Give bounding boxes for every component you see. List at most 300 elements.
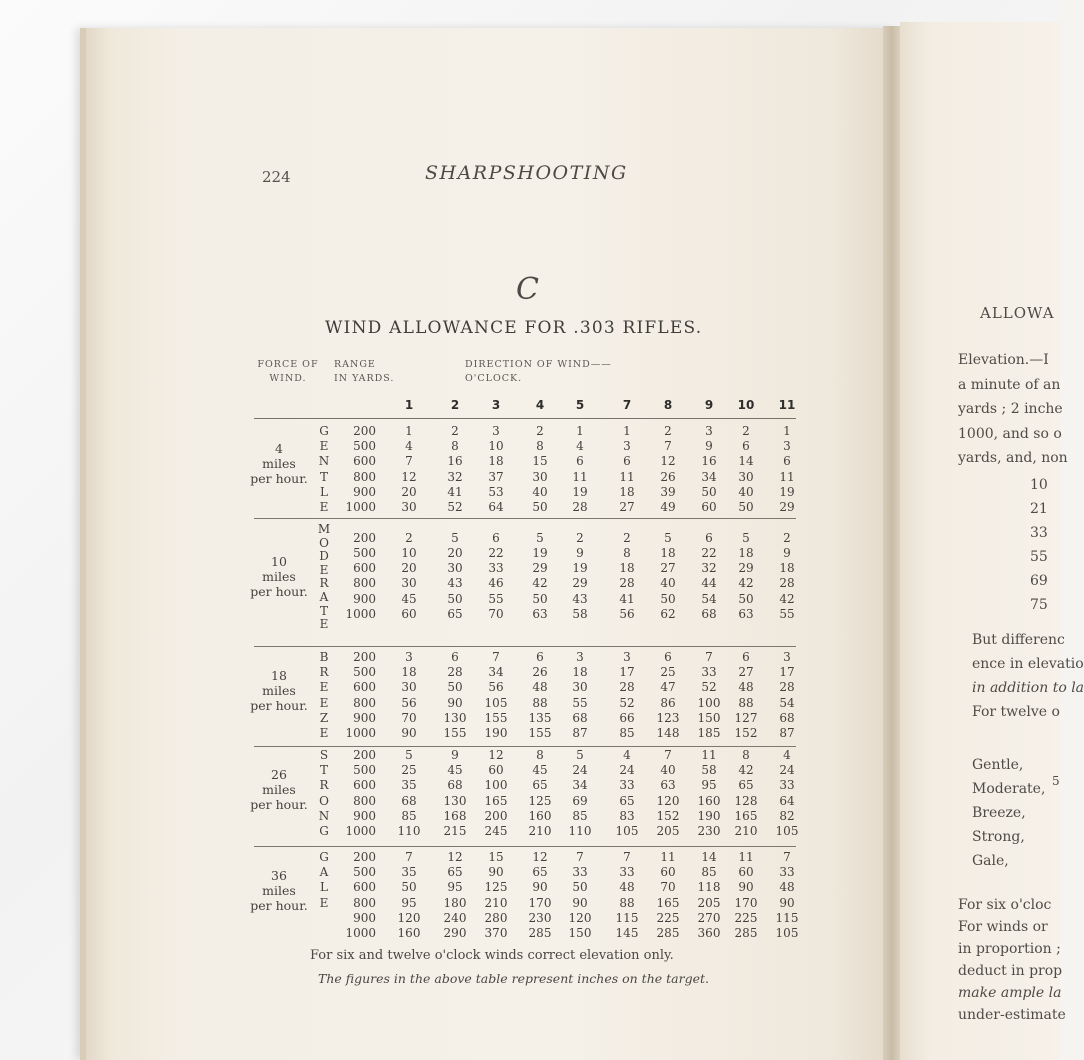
allowance-cell: 40: [738, 484, 754, 499]
wind-name-letter: N: [318, 454, 330, 469]
allowance-cell: 68: [401, 793, 417, 808]
wind-name-letter: T: [319, 469, 328, 484]
allowance-cell: 14: [738, 454, 754, 469]
elevation-note: For six and twelve o'clock winds correct elevation only.: [310, 948, 674, 963]
allowance-cell: 43: [572, 591, 588, 606]
allowance-cell: 65: [619, 793, 635, 808]
range-cell: 800: [353, 895, 376, 910]
allowance-cell: 34: [572, 778, 588, 793]
allowance-cell: 42: [738, 576, 754, 591]
allowance-cell: 53: [488, 484, 504, 499]
wind-name-letter: E: [319, 500, 329, 514]
allowance-cell: 64: [488, 500, 504, 514]
direction-column-header: DIRECTION OF WIND—— O'CLOCK.: [465, 359, 612, 384]
allowance-cell: 30: [401, 576, 417, 591]
allowance-cell: 62: [660, 606, 676, 621]
allowance-cell: 27: [738, 665, 754, 680]
allowance-cell: 45: [401, 591, 417, 606]
allowance-cell: 6: [576, 454, 584, 469]
allowance-cell: 43: [447, 576, 463, 591]
allowance-cell: 135: [528, 710, 552, 725]
allowance-cell: 2: [451, 424, 459, 438]
allowance-cell: 2: [405, 530, 413, 545]
allowance-cell: 12: [488, 748, 504, 762]
allowance-cell: 225: [656, 910, 680, 925]
range-cell: 1000: [345, 606, 376, 621]
allowance-cell: 33: [779, 865, 795, 880]
range-cell: 1000: [345, 500, 376, 514]
wind-name-letter: M: [317, 522, 331, 536]
allowance-cell: 47: [660, 680, 676, 695]
allowance-cell: 115: [775, 910, 799, 925]
range-cell: 200: [353, 850, 376, 864]
direction-11-header: 11: [778, 398, 796, 412]
allowance-cell: 20: [401, 561, 417, 576]
allowance-cell: 11: [779, 469, 795, 484]
allowance-cell: 190: [697, 808, 721, 823]
allowance-cell: 19: [572, 484, 588, 499]
allowance-cell: 65: [532, 778, 548, 793]
allowance-cell: 50: [738, 591, 754, 606]
range-cell: 600: [353, 680, 376, 695]
right-page-number: 75: [1030, 597, 1048, 613]
range-cell: 600: [353, 454, 376, 469]
allowance-cell: 148: [656, 726, 680, 740]
allowance-cell: 155: [528, 726, 552, 740]
allowance-cell: 33: [619, 865, 635, 880]
allowance-cell: 28: [619, 576, 635, 591]
allowance-cell: 19: [779, 484, 795, 499]
allowance-cell: 11: [660, 850, 676, 864]
wind-name-letter: E: [319, 439, 329, 454]
allowance-cell: 155: [484, 710, 508, 725]
range-cell: 1000: [345, 726, 376, 740]
allowance-cell: 88: [619, 895, 635, 910]
allowance-cell: 6: [536, 650, 544, 664]
allowance-cell: 33: [619, 778, 635, 793]
allowance-cell: 45: [532, 763, 548, 778]
allowance-cell: 3: [623, 650, 631, 664]
allowance-cell: 160: [528, 808, 552, 823]
allowance-cell: 9: [705, 439, 713, 454]
allowance-cell: 90: [779, 895, 795, 910]
allowance-cell: 54: [701, 591, 717, 606]
allowance-cell: 210: [734, 824, 758, 838]
right-page-line: yards ; 2 inche: [958, 401, 1063, 417]
allowance-cell: 168: [443, 808, 467, 823]
allowance-cell: 86: [660, 695, 676, 710]
right-page: [900, 22, 1084, 1060]
allowance-cell: 49: [660, 500, 676, 514]
range-cell: 500: [353, 665, 376, 680]
range-cell: 900: [353, 910, 376, 925]
allowance-cell: 42: [779, 591, 795, 606]
allowance-cell: 50: [701, 484, 717, 499]
allowance-cell: 105: [484, 695, 508, 710]
allowance-cell: 69: [572, 793, 588, 808]
right-page-line: under-estimate: [958, 1007, 1066, 1023]
allowance-cell: 65: [532, 865, 548, 880]
allowance-cell: 360: [697, 926, 721, 940]
allowance-cell: 25: [660, 665, 676, 680]
allowance-cell: 128: [734, 793, 758, 808]
allowance-cell: 120: [397, 910, 421, 925]
allowance-cell: 185: [697, 726, 721, 740]
allowance-cell: 12: [401, 469, 417, 484]
range-cell: 900: [353, 710, 376, 725]
allowance-cell: 8: [623, 546, 631, 560]
allowance-cell: 50: [532, 500, 548, 514]
allowance-cell: 24: [572, 763, 588, 778]
allowance-cell: 100: [484, 778, 508, 793]
allowance-cell: 120: [568, 910, 592, 925]
allowance-cell: 5: [536, 530, 544, 545]
range-column-header: RANGE IN YARDS.: [334, 359, 395, 384]
allowance-cell: 68: [572, 710, 588, 725]
allowance-cell: 12: [447, 850, 463, 864]
table-top-rule: [254, 418, 796, 419]
allowance-cell: 50: [401, 880, 417, 895]
allowance-cell: 87: [779, 726, 795, 740]
allowance-cell: 27: [619, 500, 635, 514]
allowance-cell: 123: [656, 710, 680, 725]
allowance-cell: 155: [443, 726, 467, 740]
allowance-cell: 1: [576, 424, 584, 438]
allowance-cell: 33: [701, 665, 717, 680]
allowance-cell: 30: [447, 561, 463, 576]
allowance-cell: 7: [783, 850, 791, 864]
right-page-line: For twelve o: [972, 704, 1060, 720]
right-page-number: 69: [1030, 573, 1048, 589]
allowance-cell: 225: [734, 910, 758, 925]
allowance-cell: 18: [619, 561, 635, 576]
allowance-cell: 82: [779, 808, 795, 823]
allowance-cell: 30: [532, 469, 548, 484]
range-cell: 500: [353, 546, 376, 560]
allowance-cell: 3: [623, 439, 631, 454]
range-cell: 600: [353, 880, 376, 895]
force-label: 36 miles per hour.: [250, 868, 308, 913]
allowance-cell: 35: [401, 865, 417, 880]
allowance-cell: 42: [532, 576, 548, 591]
allowance-cell: 6: [705, 530, 713, 545]
direction-3-header: 3: [491, 398, 501, 412]
allowance-cell: 6: [742, 439, 750, 454]
allowance-cell: 65: [738, 778, 754, 793]
allowance-cell: 18: [738, 546, 754, 560]
allowance-cell: 210: [484, 895, 508, 910]
allowance-cell: 205: [697, 895, 721, 910]
allowance-cell: 18: [488, 454, 504, 469]
allowance-cell: 28: [447, 665, 463, 680]
allowance-cell: 34: [701, 469, 717, 484]
allowance-cell: 29: [779, 500, 795, 514]
allowance-cell: 52: [447, 500, 463, 514]
range-cell: 900: [353, 484, 376, 499]
wind-name-letter: A: [319, 865, 329, 880]
allowance-cell: 35: [401, 778, 417, 793]
allowance-cell: 65: [447, 865, 463, 880]
allowance-cell: 60: [488, 763, 504, 778]
direction-2-header: 2: [450, 398, 460, 412]
allowance-cell: 48: [779, 880, 795, 895]
allowance-cell: 150: [697, 710, 721, 725]
right-page-number: 55: [1030, 549, 1048, 565]
allowance-cell: 42: [738, 763, 754, 778]
allowance-cell: 210: [528, 824, 552, 838]
wind-name-letter: R: [319, 665, 329, 680]
allowance-cell: 5: [576, 748, 584, 762]
section-rule: [254, 746, 796, 747]
allowance-cell: 48: [532, 680, 548, 695]
range-cell: 900: [353, 591, 376, 606]
allowance-cell: 285: [656, 926, 680, 940]
allowance-cell: 29: [738, 561, 754, 576]
allowance-cell: 10: [488, 439, 504, 454]
allowance-cell: 8: [536, 439, 544, 454]
range-cell: 600: [353, 561, 376, 576]
allowance-cell: 170: [528, 895, 552, 910]
wind-name-letter: T: [319, 763, 328, 778]
allowance-cell: 6: [492, 530, 500, 545]
range-cell: 500: [353, 865, 376, 880]
allowance-cell: 7: [405, 850, 413, 864]
allowance-cell: 150: [568, 926, 592, 940]
inches-note: The figures in the above table represent inches on the target.: [318, 971, 709, 986]
allowance-cell: 6: [742, 650, 750, 664]
page-number: 224: [262, 168, 291, 186]
right-page-wind: Moderate,: [972, 781, 1046, 797]
allowance-cell: 29: [572, 576, 588, 591]
wind-name-letter: O: [319, 535, 329, 550]
allowance-cell: 58: [701, 763, 717, 778]
allowance-cell: 118: [697, 880, 721, 895]
allowance-cell: 41: [447, 484, 463, 499]
direction-8-header: 8: [663, 398, 673, 412]
allowance-cell: 9: [451, 748, 459, 762]
allowance-cell: 33: [488, 561, 504, 576]
allowance-cell: 152: [734, 726, 758, 740]
allowance-cell: 5: [742, 530, 750, 545]
allowance-cell: 6: [623, 454, 631, 469]
allowance-cell: 12: [532, 850, 548, 864]
wind-name-letter: R: [319, 576, 329, 591]
allowance-cell: 215: [443, 824, 467, 838]
range-cell: 200: [353, 650, 376, 664]
allowance-cell: 110: [397, 824, 421, 838]
range-cell: 600: [353, 778, 376, 793]
force-label: 18 miles per hour.: [250, 668, 308, 713]
allowance-cell: 52: [701, 680, 717, 695]
appendix-letter: C: [516, 272, 539, 307]
allowance-cell: 2: [623, 530, 631, 545]
right-page-line: Elevation.—I: [958, 352, 1049, 368]
allowance-cell: 24: [619, 763, 635, 778]
allowance-cell: 50: [738, 500, 754, 514]
range-cell: 800: [353, 695, 376, 710]
allowance-cell: 27: [660, 561, 676, 576]
allowance-cell: 160: [397, 926, 421, 940]
allowance-cell: 2: [742, 424, 750, 438]
allowance-cell: 66: [619, 710, 635, 725]
allowance-cell: 44: [701, 576, 717, 591]
allowance-cell: 63: [660, 778, 676, 793]
allowance-cell: 105: [775, 824, 799, 838]
allowance-cell: 17: [619, 665, 635, 680]
allowance-cell: 54: [779, 695, 795, 710]
allowance-cell: 52: [619, 695, 635, 710]
allowance-cell: 7: [492, 650, 500, 664]
allowance-cell: 3: [705, 424, 713, 438]
range-cell: 800: [353, 793, 376, 808]
allowance-cell: 180: [443, 895, 467, 910]
allowance-cell: 290: [443, 926, 467, 940]
allowance-cell: 58: [572, 606, 588, 621]
allowance-cell: 50: [532, 591, 548, 606]
allowance-cell: 125: [528, 793, 552, 808]
wind-name-letter: O: [319, 793, 329, 808]
force-column-header: FORCE OF WIND.: [257, 359, 319, 384]
allowance-cell: 22: [488, 546, 504, 560]
allowance-cell: 33: [779, 778, 795, 793]
wind-name-letter: G: [319, 424, 329, 438]
allowance-cell: 55: [779, 606, 795, 621]
allowance-cell: 4: [623, 748, 631, 762]
direction-9-header: 9: [704, 398, 714, 412]
allowance-cell: 60: [660, 865, 676, 880]
allowance-cell: 285: [528, 926, 552, 940]
allowance-cell: 68: [447, 778, 463, 793]
allowance-cell: 9: [576, 546, 584, 560]
allowance-cell: 2: [576, 530, 584, 545]
allowance-cell: 1: [783, 424, 791, 438]
wind-name-letter: N: [318, 808, 330, 823]
allowance-cell: 40: [660, 763, 676, 778]
allowance-cell: 25: [401, 763, 417, 778]
allowance-cell: 65: [447, 606, 463, 621]
allowance-cell: 34: [488, 665, 504, 680]
allowance-cell: 18: [619, 484, 635, 499]
allowance-cell: 130: [443, 710, 467, 725]
allowance-cell: 130: [443, 793, 467, 808]
allowance-cell: 240: [443, 910, 467, 925]
allowance-cell: 6: [783, 454, 791, 469]
allowance-cell: 22: [701, 546, 717, 560]
allowance-cell: 6: [664, 650, 672, 664]
wind-name-letter: G: [319, 850, 329, 864]
right-page-wind: Gentle,: [972, 757, 1024, 773]
allowance-cell: 9: [783, 546, 791, 560]
section-rule: [254, 646, 796, 647]
force-label: 26 miles per hour.: [250, 767, 308, 812]
allowance-cell: 28: [779, 680, 795, 695]
allowance-cell: 145: [615, 926, 639, 940]
right-page-line: ence in elevatio: [972, 656, 1084, 672]
allowance-cell: 50: [447, 680, 463, 695]
allowance-cell: 18: [572, 665, 588, 680]
running-title: SHARPSHOOTING: [425, 162, 628, 184]
allowance-cell: 5: [451, 530, 459, 545]
wind-name-letter: E: [319, 726, 329, 740]
allowance-cell: 7: [664, 439, 672, 454]
direction-7-header: 7: [622, 398, 632, 412]
allowance-cell: 48: [619, 880, 635, 895]
range-cell: 800: [353, 469, 376, 484]
allowance-cell: 12: [660, 454, 676, 469]
force-label: 10 miles per hour.: [250, 554, 308, 599]
allowance-cell: 3: [783, 439, 791, 454]
allowance-cell: 16: [701, 454, 717, 469]
allowance-cell: 19: [532, 546, 548, 560]
allowance-cell: 20: [401, 484, 417, 499]
allowance-cell: 26: [660, 469, 676, 484]
allowance-cell: 165: [484, 793, 508, 808]
wind-name-letter: L: [320, 880, 328, 895]
wind-name-letter: R: [319, 778, 329, 793]
allowance-cell: 45: [447, 763, 463, 778]
allowance-cell: 63: [532, 606, 548, 621]
right-page-line: a minute of an: [958, 376, 1061, 393]
allowance-cell: 170: [734, 895, 758, 910]
right-page-small-number: 5: [1052, 774, 1060, 788]
right-page-wind: Breeze,: [972, 805, 1026, 821]
allowance-cell: 165: [734, 808, 758, 823]
allowance-cell: 230: [697, 824, 721, 838]
allowance-cell: 85: [619, 726, 635, 740]
right-page-line: yards, and, non: [958, 450, 1068, 466]
allowance-cell: 14: [701, 850, 717, 864]
allowance-cell: 85: [701, 865, 717, 880]
allowance-cell: 4: [576, 439, 584, 454]
allowance-cell: 28: [619, 680, 635, 695]
wind-name-letter: E: [319, 617, 329, 632]
allowance-cell: 95: [401, 895, 417, 910]
allowance-cell: 41: [619, 591, 635, 606]
allowance-cell: 7: [623, 850, 631, 864]
range-cell: 1000: [345, 824, 376, 838]
allowance-cell: 68: [701, 606, 717, 621]
allowance-cell: 205: [656, 824, 680, 838]
allowance-cell: 50: [447, 591, 463, 606]
allowance-cell: 90: [488, 865, 504, 880]
allowance-cell: 15: [488, 850, 504, 864]
allowance-cell: 11: [701, 748, 717, 762]
allowance-cell: 55: [488, 591, 504, 606]
allowance-cell: 15: [532, 454, 548, 469]
range-cell: 500: [353, 763, 376, 778]
allowance-cell: 83: [619, 808, 635, 823]
allowance-cell: 30: [401, 500, 417, 514]
allowance-cell: 26: [532, 665, 548, 680]
allowance-cell: 10: [401, 546, 417, 560]
wind-name-letter: A: [319, 590, 329, 604]
allowance-cell: 4: [405, 439, 413, 454]
allowance-cell: 30: [401, 680, 417, 695]
allowance-cell: 68: [779, 710, 795, 725]
allowance-cell: 1: [623, 424, 631, 438]
allowance-cell: 160: [697, 793, 721, 808]
allowance-cell: 28: [779, 576, 795, 591]
allowance-cell: 3: [576, 650, 584, 664]
right-page-number: 21: [1030, 501, 1048, 517]
section-rule: [254, 518, 796, 519]
direction-1-header: 1: [404, 398, 414, 412]
allowance-cell: 32: [447, 469, 463, 484]
allowance-cell: 6: [451, 650, 459, 664]
allowance-cell: 280: [484, 910, 508, 925]
allowance-cell: 85: [401, 808, 417, 823]
wind-name-letter: G: [319, 824, 329, 838]
